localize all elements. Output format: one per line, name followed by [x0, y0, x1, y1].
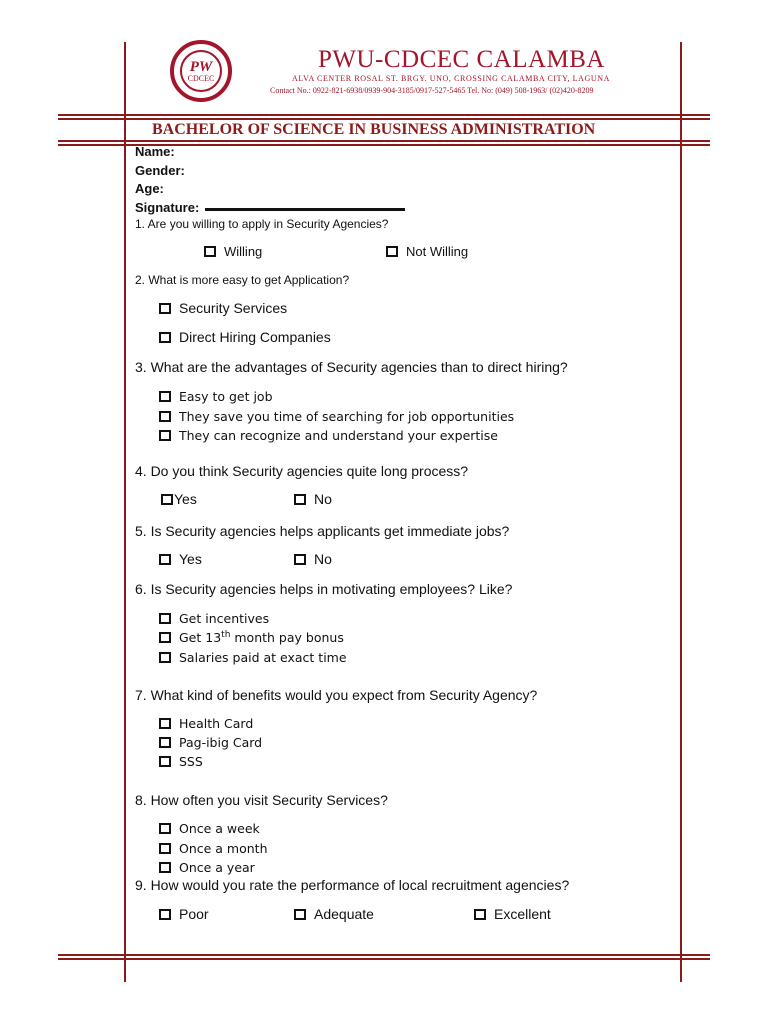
option-once-year[interactable] — [159, 860, 255, 875]
option-label: Direct Hiring Companies — [179, 329, 331, 345]
header-rule-top — [58, 114, 710, 116]
question-8: 8. How often you visit Security Services? — [135, 792, 388, 808]
checkbox-icon[interactable] — [159, 823, 171, 834]
option-label: Poor — [179, 906, 209, 922]
option-incentives[interactable] — [159, 611, 269, 626]
logo-sub: CDCEC — [187, 73, 215, 83]
program-rule-top — [58, 140, 710, 142]
question-2: 2. What is more easy to get Application? — [135, 273, 350, 287]
checkbox-icon[interactable] — [159, 613, 171, 624]
question-1: 1. Are you willing to apply in Security Agencies? — [135, 217, 389, 231]
checkbox-icon[interactable] — [159, 632, 171, 643]
option-label: Yes — [174, 491, 197, 507]
option-recognize-expertise[interactable] — [159, 428, 498, 443]
institution-contact: Contact No.: 0922-821-6938/0939-904-3185/0917-527-5465 Tel. No: (049) 508-1963/ (02)420-8209 — [270, 86, 594, 95]
option-pag-ibig-card[interactable] — [159, 735, 262, 750]
logo-emblem — [180, 50, 222, 92]
option-willing[interactable] — [204, 244, 262, 259]
option-label: No — [314, 551, 332, 567]
option-q5-yes[interactable] — [159, 551, 202, 567]
checkbox-icon[interactable] — [294, 909, 306, 920]
option-label: Once a month — [179, 841, 268, 856]
question-6: 6. Is Security agencies helps in motivating employees? Like? — [135, 581, 513, 597]
gender-field-label: Gender: — [135, 163, 185, 178]
signature-line[interactable] — [205, 208, 405, 211]
question-3: 3. What are the advantages of Security agencies than to direct hiring? — [135, 359, 568, 375]
option-q4-yes[interactable] — [161, 491, 197, 507]
checkbox-icon[interactable] — [159, 411, 171, 422]
checkbox-icon[interactable] — [159, 391, 171, 402]
option-label: Easy to get job — [179, 389, 273, 404]
checkbox-icon[interactable] — [159, 862, 171, 873]
question-5: 5. Is Security agencies helps applicants get immediate jobs? — [135, 523, 510, 539]
checkbox-icon[interactable] — [159, 332, 171, 343]
checkbox-icon[interactable] — [159, 756, 171, 767]
school-logo — [170, 40, 232, 102]
institution-address: ALVA CENTER ROSAL ST. BRGY. UNO, CROSSING CALAMBA CITY, LAGUNA — [292, 74, 611, 83]
option-label: Not Willing — [406, 244, 469, 259]
option-easy-job[interactable] — [159, 389, 273, 404]
option-once-month[interactable] — [159, 841, 268, 856]
checkbox-icon[interactable] — [159, 303, 171, 314]
option-label: No — [314, 491, 332, 507]
footer-rule-bottom — [58, 958, 710, 960]
option-label: Adequate — [314, 906, 374, 922]
checkbox-icon[interactable] — [204, 246, 216, 257]
option-adequate[interactable] — [294, 906, 374, 922]
option-label: Pag-ibig Card — [179, 735, 263, 750]
checkbox-icon[interactable] — [159, 909, 171, 920]
option-label: They save you time of searching for job opportunities — [179, 409, 515, 424]
name-field-label: Name: — [135, 144, 175, 159]
option-poor[interactable] — [159, 906, 209, 922]
option-label: Excellent — [494, 906, 551, 922]
question-9: 9. How would you rate the performance of local recruitment agencies? — [135, 877, 570, 893]
left-border-line — [124, 42, 126, 982]
signature-field-label: Signature: — [135, 200, 200, 215]
question-4: 4. Do you think Security agencies quite long process? — [135, 463, 469, 479]
checkbox-icon[interactable] — [294, 554, 306, 565]
checkbox-icon[interactable] — [294, 494, 306, 505]
checkbox-icon[interactable] — [159, 718, 171, 729]
right-border-line — [680, 42, 682, 982]
option-security-services[interactable] — [159, 300, 287, 316]
footer-rule-top — [58, 954, 710, 956]
checkbox-icon[interactable] — [474, 909, 486, 920]
age-field-label: Age: — [135, 181, 164, 196]
option-excellent[interactable] — [474, 906, 551, 922]
option-health-card[interactable] — [159, 716, 253, 731]
option-label: Health Card — [179, 716, 254, 731]
option-q5-no[interactable] — [294, 551, 332, 567]
logo-mark: PW — [189, 58, 213, 75]
option-label: Get 13th month pay bonus — [179, 630, 344, 646]
checkbox-icon[interactable] — [159, 843, 171, 854]
institution-name: PWU-CDCEC CALAMBA — [318, 46, 605, 73]
checkbox-icon[interactable] — [159, 554, 171, 565]
option-label: Once a year — [179, 860, 255, 875]
option-save-time[interactable] — [159, 409, 514, 424]
checkbox-icon[interactable] — [161, 494, 173, 505]
option-direct-hiring[interactable] — [159, 329, 331, 345]
option-label: Once a week — [179, 821, 260, 836]
option-label: Salaries paid at exact time — [179, 650, 347, 665]
checkbox-icon[interactable] — [159, 430, 171, 441]
checkbox-icon[interactable] — [386, 246, 398, 257]
option-label: Yes — [179, 551, 202, 567]
option-label: Get incentives — [179, 611, 270, 626]
header-rule-bottom — [58, 118, 710, 120]
option-salaries-exact[interactable] — [159, 650, 347, 665]
question-7: 7. What kind of benefits would you expect from Security Agency? — [135, 687, 538, 703]
option-label: Willing — [224, 244, 263, 259]
option-label: They can recognize and understand your expertise — [179, 428, 498, 443]
option-13th-month[interactable] — [159, 630, 344, 645]
option-label: SSS — [179, 754, 203, 769]
program-title: BACHELOR OF SCIENCE IN BUSINESS ADMINISTRATION — [152, 121, 596, 138]
checkbox-icon[interactable] — [159, 652, 171, 663]
option-label: Security Services — [179, 300, 288, 316]
option-sss[interactable] — [159, 754, 203, 769]
option-not-willing[interactable] — [386, 244, 468, 259]
checkbox-icon[interactable] — [159, 737, 171, 748]
option-q4-no[interactable] — [294, 491, 332, 507]
option-once-week[interactable] — [159, 821, 260, 836]
